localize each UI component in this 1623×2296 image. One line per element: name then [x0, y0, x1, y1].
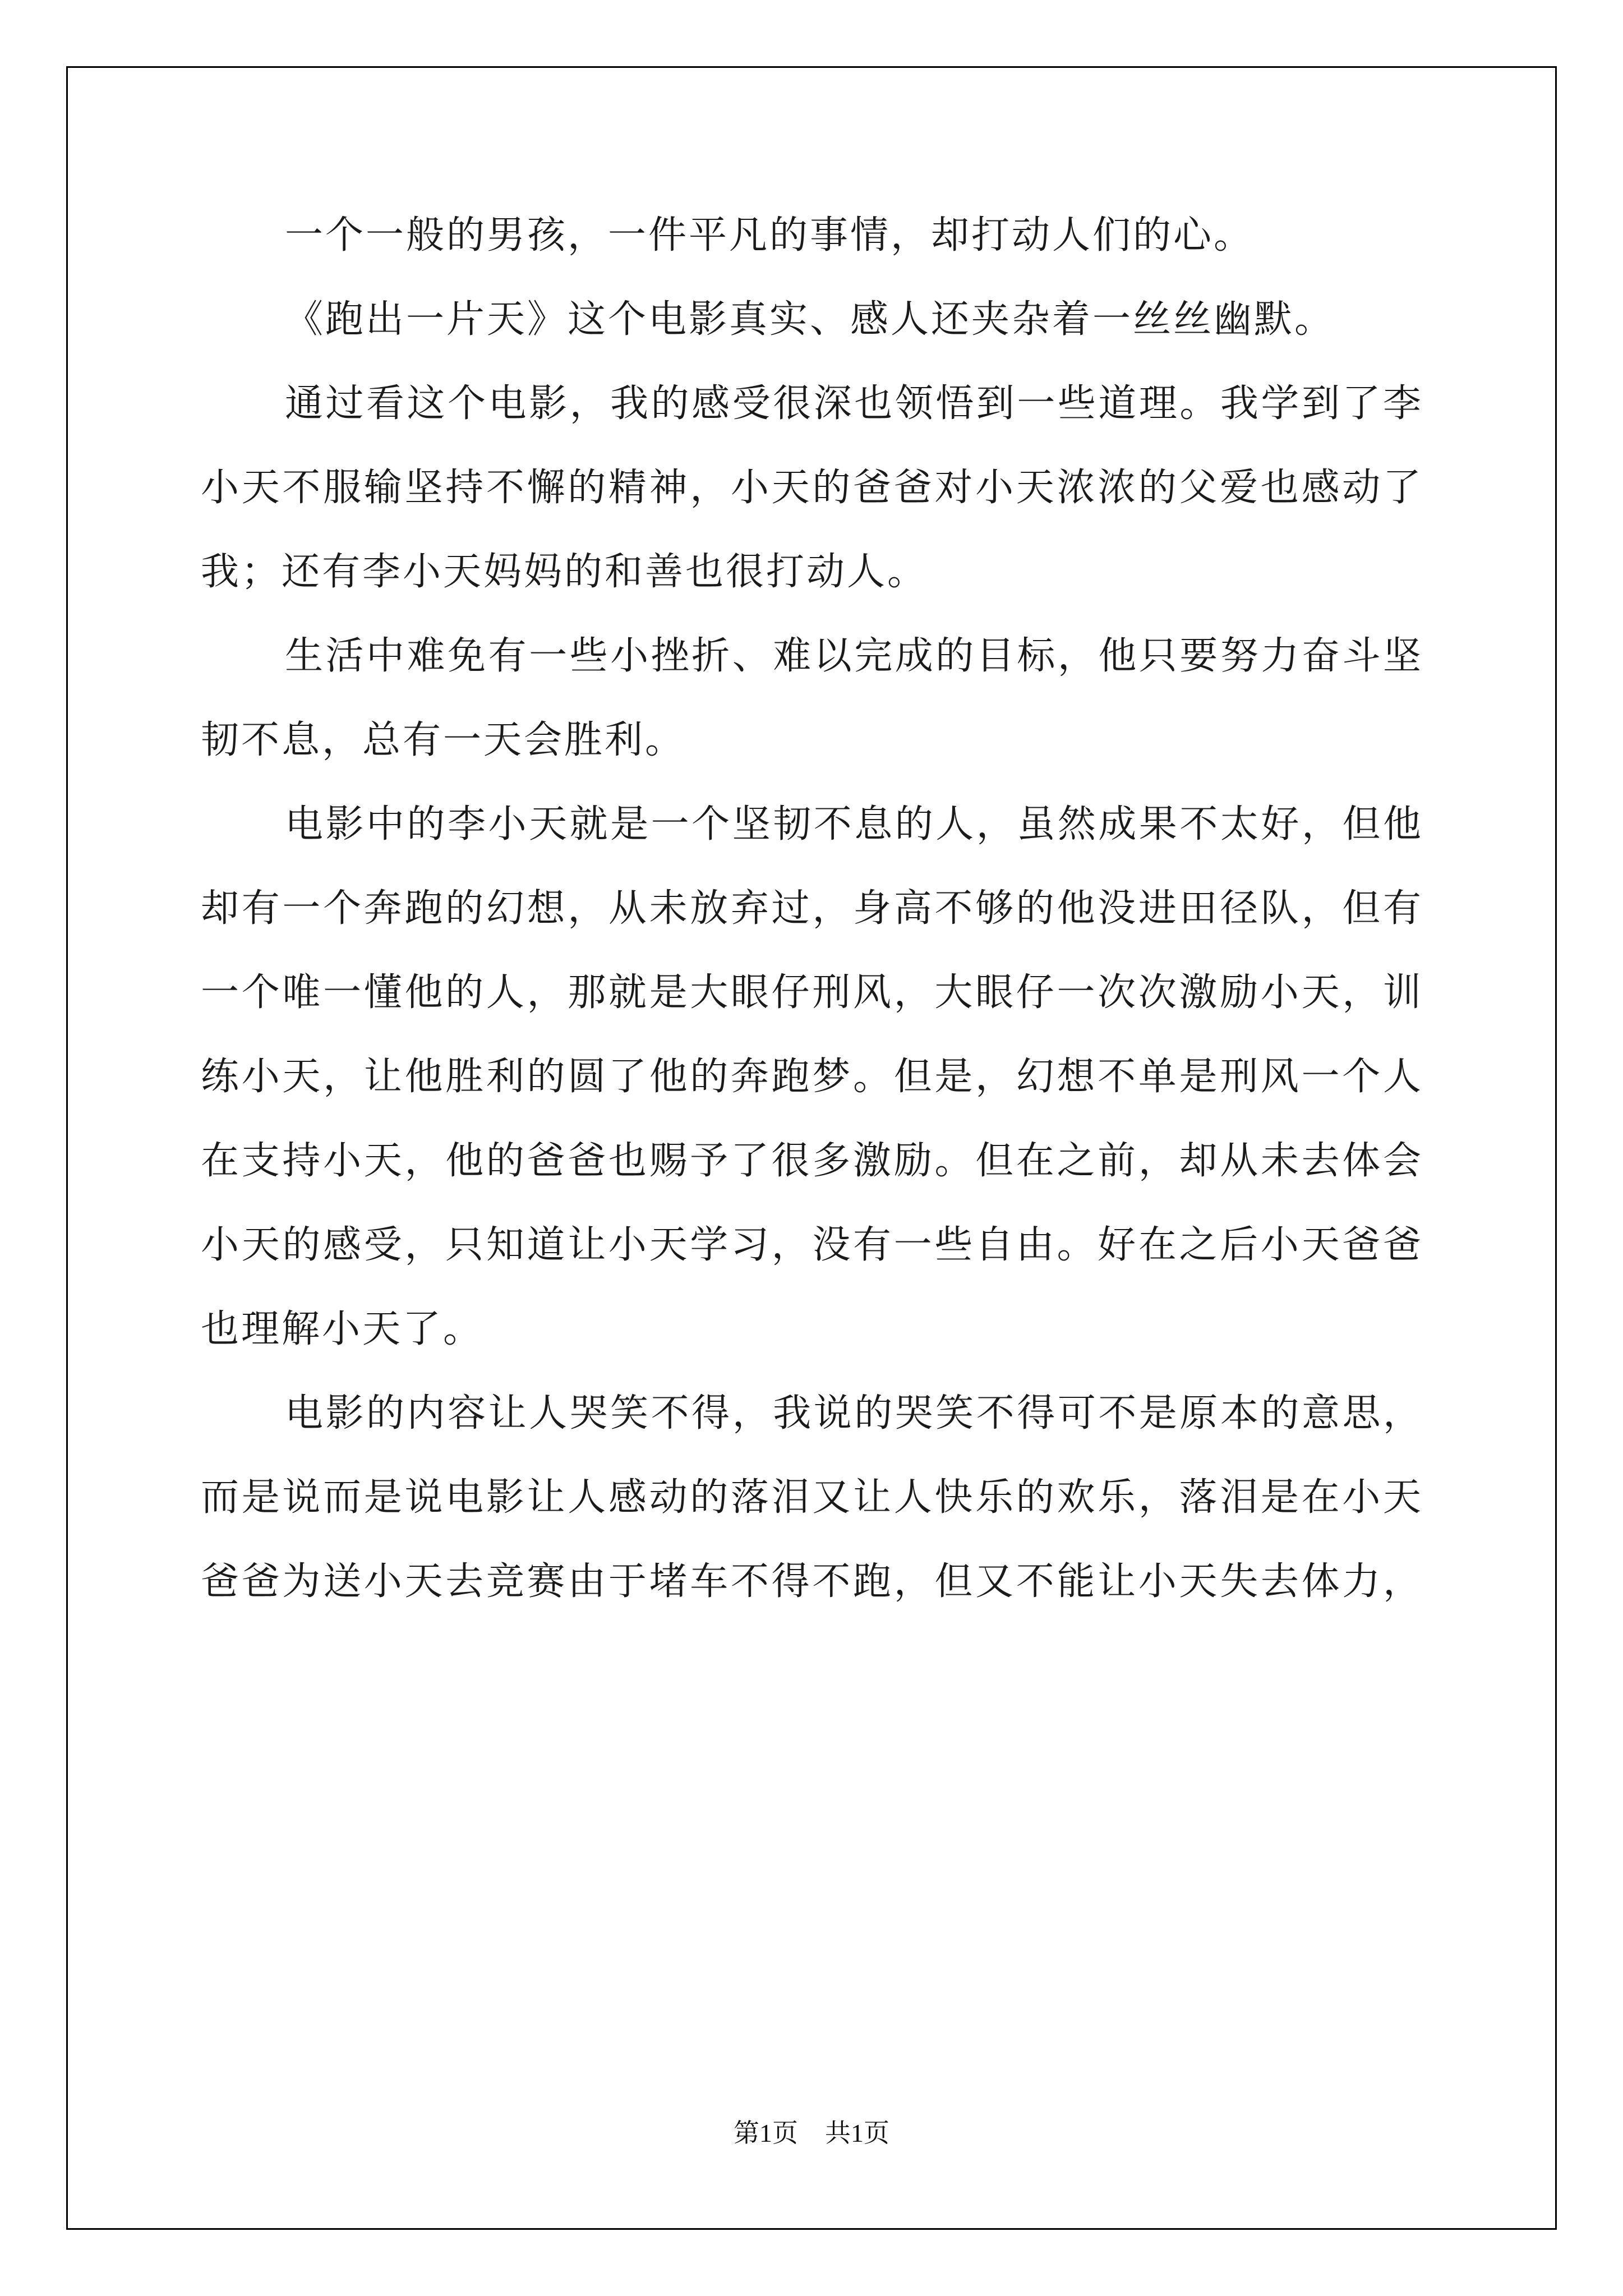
paragraph-line: 也理解小天了。	[201, 1307, 484, 1351]
page-footer	[0, 2113, 1623, 2150]
paragraph-line: 一个唯一懂他的人，那就是大眼仔刑风，大眼仔一次次激励小天，训	[201, 970, 1423, 1015]
paragraph-line: 生活中难免有一些小挫折、难以完成的目标，他只要努力奋斗坚	[285, 634, 1423, 678]
paragraph-line: 通过看这个电影，我的感受很深也领悟到一些道理。我学到了李	[285, 381, 1423, 426]
paragraph-line: 而是说而是说电影让人感动的落泪又让人快乐的欢乐，落泪是在小天	[201, 1475, 1423, 1520]
paragraph-line: 小天的感受，只知道让小天学习，没有一些自由。好在之后小天爸爸	[201, 1223, 1423, 1267]
paragraph-line: 韧不息，总有一天会胜利。	[201, 718, 686, 762]
paragraph-line: 小天不服输坚持不懈的精神，小天的爸爸对小天浓浓的父爱也感动了	[201, 466, 1423, 510]
paragraph-line: 电影的内容让人哭笑不得，我说的哭笑不得可不是原本的意思，	[285, 1391, 1423, 1435]
paragraph-line: 电影中的李小天就是一个坚韧不息的人，虽然成果不太好，但他	[285, 802, 1423, 846]
paragraph-line: 《跑出一片天》这个电影真实、感人还夹杂着一丝丝幽默。	[285, 297, 1335, 342]
paragraph-line: 在支持小天，他的爸爸也赐予了很多激励。但在之前，却从未去体会	[201, 1139, 1423, 1183]
paragraph-line: 我；还有李小天妈妈的和善也很打动人。	[201, 550, 928, 594]
paragraph-line: 一个一般的男孩，一件平凡的事情，却打动人们的心。	[285, 213, 1255, 257]
page-number: 第1页	[734, 2119, 798, 2147]
paragraph-line: 练小天，让他胜利的圆了他的奔跑梦。但是，幻想不单是刑风一个人	[201, 1055, 1423, 1099]
paragraph-line: 爸爸为送小天去竞赛由于堵车不得不跑，但又不能让小天失去体力，	[201, 1559, 1423, 1604]
paragraph-line: 却有一个奔跑的幻想，从未放弃过，身高不够的他没进田径队，但有	[201, 886, 1423, 931]
page-total: 共1页	[825, 2119, 889, 2147]
